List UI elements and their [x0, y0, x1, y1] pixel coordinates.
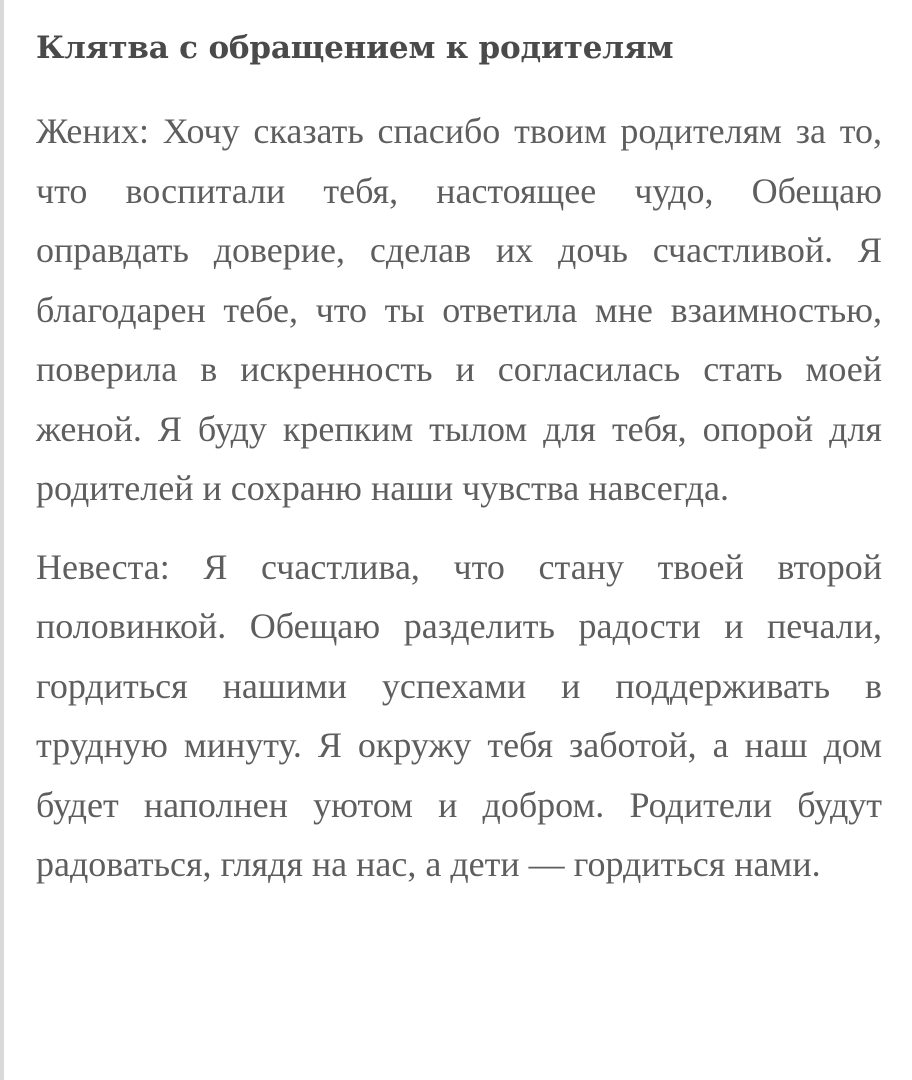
groom-vow-paragraph: Жених: Хочу сказать спасибо твоим родителям за то, что воспитали тебя, настоящее чудо, Обещаю оправдать доверие, сделав их дочь счастливой. Я благодарен тебе, что ты ответила мне взаимностью, поверила в искренность и согласилась стать моей женой. Я буду крепким тылом для тебя, опорой для родителей и сохраню наши чувства навсегда. [36, 111, 882, 508]
bride-vow-paragraph: Невеста: Я счастлива, что стану твоей второй половинкой. Обещаю разделить радости и печали, гордиться нашими успехами и поддерживать в трудную минуту. Я окружу тебя заботой, а наш дом будет наполнен уютом и добром. Родители будут радоваться, глядя на нас, а дети — гордиться нами. [36, 546, 882, 884]
article-body [36, 26, 882, 895]
left-border-line [0, 0, 4, 1080]
section-heading: Клятва с обращением к родителям [36, 30, 674, 66]
